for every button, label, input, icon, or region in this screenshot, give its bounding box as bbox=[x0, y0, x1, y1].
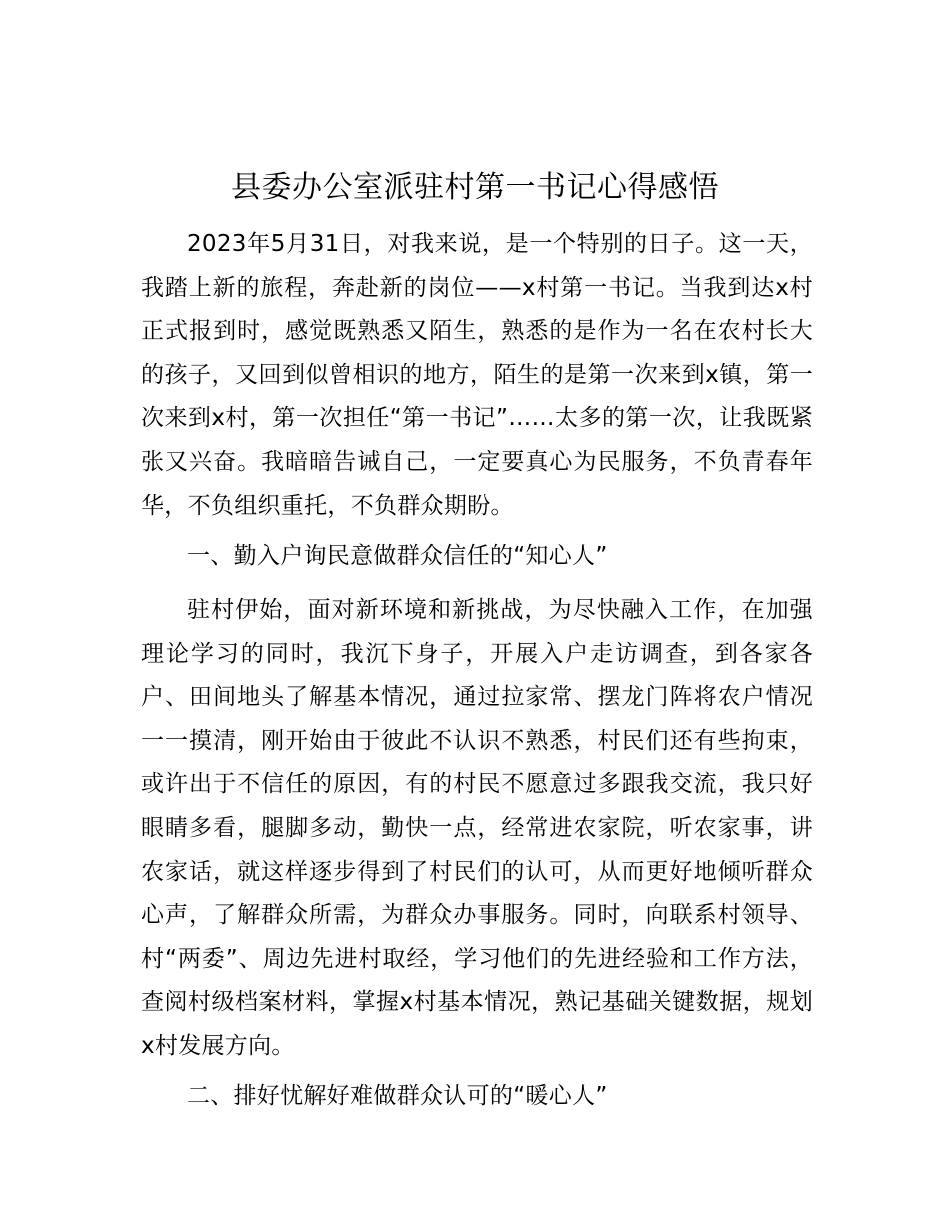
paragraph-section-1: 驻村伊始，面对新环境和新挑战，为尽快融入工作，在加强理论学习的同时，我沉下身子，开展入户走访调查，到各家各户、田间地头了解基本情况，通过拉家常、摆龙门阵将农户情况一一摸清，刚开始由于彼此不认识不熟悉，村民们还有些拘束，或许出于不信任的原因，有的村民不愿意过多跟我交流，我只好眼睛多看，腿脚多动，勤快一点，经常进农家院，听农家事，讲农家话，就这样逐步得到了村民们的认可，从而更好地倾听群众心声，了解群众所需，为群众办事服务。同时，向联系村领导、村“两委”、周边先进村取经，学习他们的先进经验和工作方法，查阅村级档案材料，掌握x村基本情况，熟记基础关键数据，规划x村发展方向。 bbox=[141, 597, 813, 1059]
paragraph-intro: 2023年5月31日，对我来说，是一个特别的日子。这一天，我踏上新的旅程，奔赴新的岗位——x村第一书记。当我到达x村正式报到时，感觉既熟悉又陌生，熟悉的是作为一名在农村长大的孩子，又回到似曾相识的地方，陌生的是第一次来到x镇，第一次来到x村，第一次担任“第一书记”……太多的第一次，让我既紧张又兴奋。我暗暗告诫自己，一定要真心为民服务，不负青春年华，不负组织重托，不负群众期盼。 bbox=[141, 231, 813, 519]
section-heading-2: 二、排好忧解好难做群众认可的“暖心人” bbox=[187, 1083, 608, 1109]
section-heading-1: 一、勤入户询民意做群众信任的“知心人” bbox=[187, 543, 608, 569]
document-title: 县委办公室派驻村第一书记心得感悟 bbox=[231, 170, 719, 205]
